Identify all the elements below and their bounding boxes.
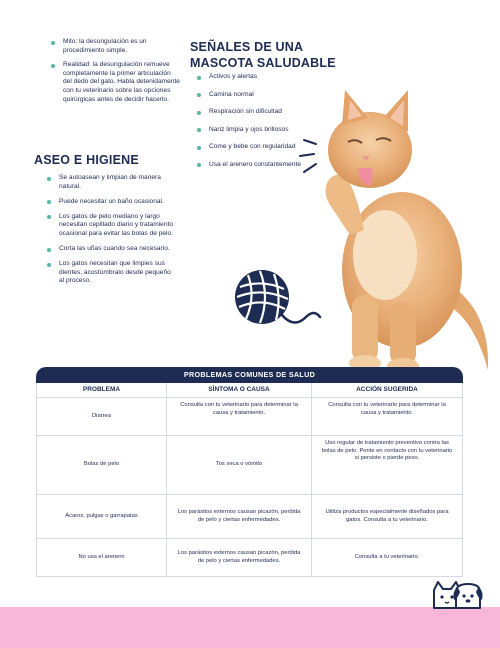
bullet-icon <box>51 41 55 45</box>
grooming-title: ASEO E HIGIENE <box>34 153 139 167</box>
myth-item: Mito: la desungulación es un procedimiento simple. <box>51 38 181 55</box>
bullet-icon <box>197 163 201 167</box>
sign-item: Usa el arenero constantemente <box>197 161 301 170</box>
yarn-ball-icon <box>230 265 322 335</box>
sign-item: Respiración sin dificultad <box>197 108 301 117</box>
grooming-item: Se autoasean y limpian de manera natural. <box>47 174 175 191</box>
sign-item: Activos y alertas <box>197 73 301 82</box>
pets-logo-icon <box>430 578 486 612</box>
column-header: SÍNTOMA O CAUSA <box>166 383 311 397</box>
table-cell: Consulta con tu veterinario para determinar la causa y tratamiento. <box>311 398 462 435</box>
table-title: PROBLEMAS COMUNES DE SALUD <box>36 367 463 383</box>
table-header-row <box>37 383 462 398</box>
table-cell: Consulta a tu veterinario. <box>311 539 462 576</box>
table-row <box>37 495 462 539</box>
bullet-icon <box>47 248 51 252</box>
column-header: ACCIÓN SUGERIDA <box>311 383 462 397</box>
bullet-icon <box>197 76 201 80</box>
table-cell: No usa el arenero <box>78 553 125 560</box>
health-problems-table <box>36 367 463 577</box>
signs-list <box>197 73 301 179</box>
table-row <box>37 398 462 436</box>
bullet-icon <box>47 263 51 267</box>
table-cell: Uso regular de tratamiento preventivo contra las bolas de pelo. Ponte en contacto con tu veterinario si persiste o pierde peso. <box>311 436 462 494</box>
bullet-icon <box>47 177 51 181</box>
table-cell: Los parásitos externos causan picazón, perdida de pelo y ciertas enfermedades. <box>166 539 311 576</box>
bullet-icon <box>47 200 51 204</box>
grooming-item: Corta las uñas cuando sea necesario. <box>47 245 175 254</box>
table-cell: Consulta con tu veterinario para determinar la causa y tratamiento. <box>166 398 311 435</box>
bullet-icon <box>47 215 51 219</box>
table-row <box>37 436 462 495</box>
grooming-list <box>47 174 175 292</box>
reality-item: Realidad: la desungulación remueve completamente la primer articulación del dedo del gato. Habla detenidamente con tu veterinario sobre las opciones quirúrgicas antes de decidir hacerlo. <box>51 61 181 104</box>
sign-item: Nariz limpia y ojos brillosos <box>197 126 301 135</box>
grooming-item: Puede necesitar un baño ocasional. <box>47 198 175 207</box>
bullet-icon <box>197 128 201 132</box>
myth-list <box>51 38 181 110</box>
bullet-icon <box>197 111 201 115</box>
bullet-icon <box>51 64 55 68</box>
grooming-item: Los gatos necesitan que limpies sus dientes, acostúmbralo desde pequeño al proceso. <box>47 260 175 286</box>
table-cell: Ácaros, pulgas o garrapatas <box>65 512 138 519</box>
bullet-icon <box>197 93 201 97</box>
table-cell: Los parásitos externos causan picazón, perdida de pelo y ciertas enfermedades. <box>166 495 311 538</box>
table-cell: Tos seca o vómito <box>166 436 311 494</box>
table-body <box>36 383 463 577</box>
table-cell: Bolas de pelo <box>83 461 120 468</box>
table-cell: Diarrea <box>91 412 111 419</box>
column-header: PROBLEMA <box>82 386 121 394</box>
sign-item: Come y bebe con regularidad <box>197 143 301 152</box>
grooming-item: Los gatos de pelo mediano y largo necesitan cepillado diario y tratamiento ocasional para evitar las bolas de pelo. <box>47 213 175 239</box>
footer-band <box>0 607 500 648</box>
table-cell: Utiliza productos especialmente diseñados para gatos. Consulta a tu veterinario. <box>311 495 462 538</box>
sign-item: Camina normal <box>197 91 301 100</box>
table-row <box>37 539 462 576</box>
signs-title: SEÑALES DE UNA MASCOTA SALUDABLE <box>190 40 336 70</box>
bullet-icon <box>197 146 201 150</box>
